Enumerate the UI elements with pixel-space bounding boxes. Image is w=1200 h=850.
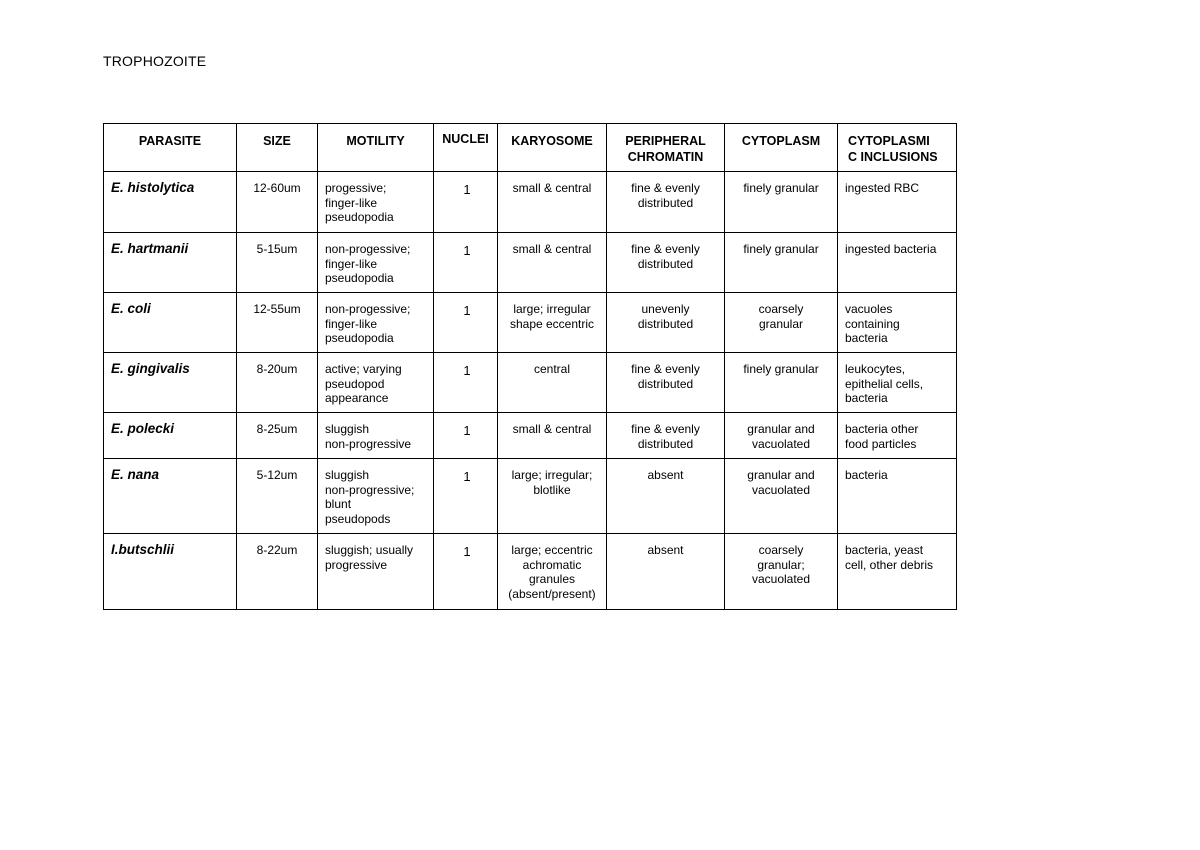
- peripheral-chromatin-cell: absent: [607, 534, 725, 610]
- motility-cell: sluggish; usually progressive: [318, 534, 434, 610]
- nuclei-cell: 1: [434, 353, 498, 413]
- cytoplasm-cell: finely granular: [725, 233, 838, 293]
- motility-cell: active; varying pseudopod appearance: [318, 353, 434, 413]
- parasite-name: E. nana: [104, 459, 237, 534]
- page-title: TROPHOZOITE: [103, 53, 207, 69]
- table-row: [104, 413, 957, 459]
- table-header-row: [104, 124, 957, 172]
- table-row: [104, 172, 957, 233]
- parasite-name: E. histolytica: [104, 172, 237, 233]
- peripheral-chromatin-cell: fine & evenly distributed: [607, 233, 725, 293]
- peripheral-chromatin-cell: unevenly distributed: [607, 293, 725, 353]
- cytoplasmic-inclusions-cell: bacteria: [838, 459, 957, 534]
- size-cell: 8-22um: [237, 534, 318, 610]
- karyosome-cell: central: [498, 353, 607, 413]
- cytoplasm-cell: coarsely granular: [725, 293, 838, 353]
- motility-cell: progessive; finger-like pseudopodia: [318, 172, 434, 233]
- karyosome-cell: large; eccentric achromatic granules (absent/present): [498, 534, 607, 610]
- cytoplasm-cell: granular and vacuolated: [725, 413, 838, 459]
- cytoplasmic-inclusions-cell: ingested bacteria: [838, 233, 957, 293]
- size-cell: 5-12um: [237, 459, 318, 534]
- peripheral-chromatin-cell: fine & evenly distributed: [607, 172, 725, 233]
- cytoplasmic-inclusions-cell: bacteria, yeast cell, other debris: [838, 534, 957, 610]
- header-parasite: PARASITE: [104, 124, 237, 172]
- nuclei-cell: 1: [434, 233, 498, 293]
- header-cytoplasm: CYTOPLASM: [725, 124, 838, 172]
- table-row: [104, 353, 957, 413]
- karyosome-cell: small & central: [498, 233, 607, 293]
- size-cell: 12-60um: [237, 172, 318, 233]
- motility-cell: sluggish non-progressive; blunt pseudopods: [318, 459, 434, 534]
- nuclei-cell: 1: [434, 172, 498, 233]
- size-cell: 8-20um: [237, 353, 318, 413]
- motility-cell: non-progessive; finger-like pseudopodia: [318, 233, 434, 293]
- cytoplasmic-inclusions-cell: leukocytes, epithelial cells, bacteria: [838, 353, 957, 413]
- parasite-name: E. gingivalis: [104, 353, 237, 413]
- cytoplasmic-inclusions-cell: bacteria other food particles: [838, 413, 957, 459]
- table-row: [104, 293, 957, 353]
- header-karyosome: KARYOSOME: [498, 124, 607, 172]
- header-nuclei: NUCLEI: [434, 124, 498, 172]
- cytoplasm-cell: finely granular: [725, 353, 838, 413]
- cytoplasm-cell: finely granular: [725, 172, 838, 233]
- cytoplasm-cell: coarsely granular; vacuolated: [725, 534, 838, 610]
- peripheral-chromatin-cell: fine & evenly distributed: [607, 413, 725, 459]
- nuclei-cell: 1: [434, 534, 498, 610]
- nuclei-cell: 1: [434, 459, 498, 534]
- header-size: SIZE: [237, 124, 318, 172]
- header-motility: MOTILITY: [318, 124, 434, 172]
- parasite-name: E. polecki: [104, 413, 237, 459]
- table-row: [104, 534, 957, 610]
- table-row: [104, 459, 957, 534]
- karyosome-cell: small & central: [498, 413, 607, 459]
- motility-cell: sluggish non-progressive: [318, 413, 434, 459]
- cytoplasm-cell: granular and vacuolated: [725, 459, 838, 534]
- cytoplasmic-inclusions-cell: vacuoles containing bacteria: [838, 293, 957, 353]
- trophozoite-table: [103, 123, 957, 610]
- parasite-name: I.butschlii: [104, 534, 237, 610]
- parasite-name: E. hartmanii: [104, 233, 237, 293]
- karyosome-cell: large; irregular; blotlike: [498, 459, 607, 534]
- motility-cell: non-progessive; finger-like pseudopodia: [318, 293, 434, 353]
- size-cell: 12-55um: [237, 293, 318, 353]
- table-row: [104, 233, 957, 293]
- size-cell: 8-25um: [237, 413, 318, 459]
- header-peripheral-chromatin: PERIPHERAL CHROMATIN: [607, 124, 725, 172]
- header-cytoplasmic-inclusions: CYTOPLASMI C INCLUSIONS: [838, 124, 957, 172]
- parasite-name: E. coli: [104, 293, 237, 353]
- peripheral-chromatin-cell: fine & evenly distributed: [607, 353, 725, 413]
- cytoplasmic-inclusions-cell: ingested RBC: [838, 172, 957, 233]
- nuclei-cell: 1: [434, 293, 498, 353]
- peripheral-chromatin-cell: absent: [607, 459, 725, 534]
- karyosome-cell: large; irregular shape eccentric: [498, 293, 607, 353]
- karyosome-cell: small & central: [498, 172, 607, 233]
- nuclei-cell: 1: [434, 413, 498, 459]
- size-cell: 5-15um: [237, 233, 318, 293]
